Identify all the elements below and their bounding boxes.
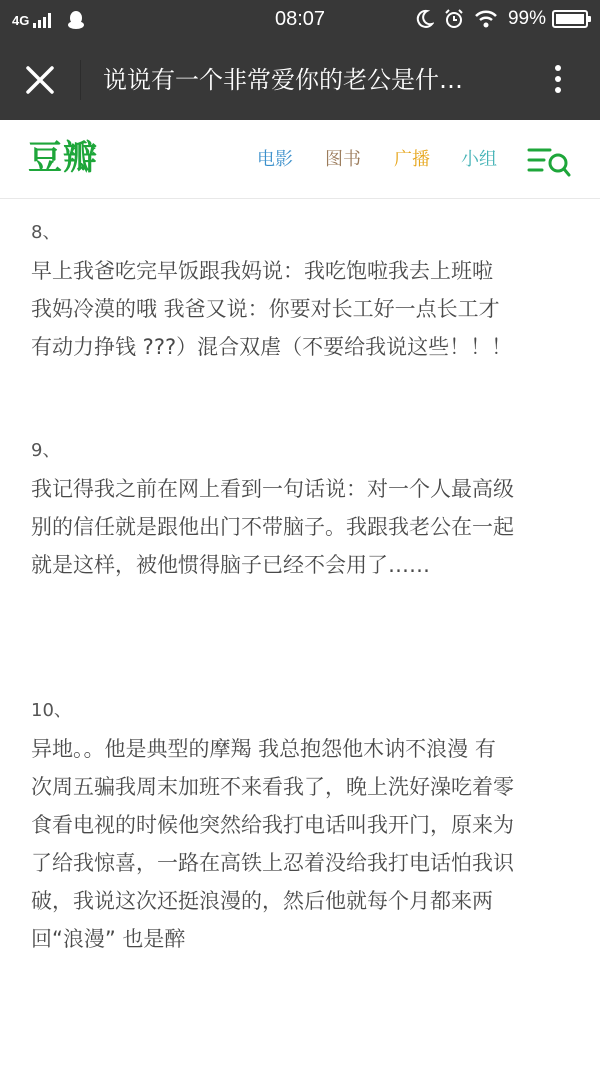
webview-title-bar — [0, 40, 600, 120]
text-line: 了给我惊喜，一路在高铁上忍着没给我打电话怕我识 — [31, 851, 514, 875]
nav-group[interactable]: 小组 — [461, 149, 497, 170]
section-10 — [31, 684, 571, 958]
status-bar — [0, 0, 600, 40]
nav-broadcast[interactable]: 广播 — [394, 149, 430, 170]
text-line: 早上我爸吃完早饭跟我妈说：我吃饱啦我去上班啦 — [31, 259, 493, 283]
page-title: 说说有一个非常爱你的老公是什… — [103, 66, 463, 94]
text-line: 有动力挣钱 ???）混合双虐（不要给我说这些！！！ — [31, 335, 513, 359]
text-line: 我记得我之前在网上看到一句话说：对一个人最高级 — [31, 477, 514, 501]
section-number: 9、 — [31, 440, 61, 461]
section-8 — [31, 206, 571, 366]
nav-book[interactable]: 图书 — [325, 149, 361, 170]
moon-icon — [416, 9, 434, 29]
nav-movie[interactable]: 电影 — [257, 149, 293, 170]
text-line: 破，我说这次还挺浪漫的，然后他就每个月都来两 — [31, 889, 493, 913]
status-right — [406, 8, 588, 30]
status-time: 08:07 — [274, 8, 326, 30]
text-line: 次周五骗我周末加班不来看我了，晚上洗好澡吃着零 — [31, 775, 514, 799]
text-line: 就是这样，被他惯得脑子已经不会用了…… — [31, 553, 430, 577]
text-line: 异地。。他是典型的摩羯 我总抱怨他木讷不浪漫 有 — [31, 737, 496, 761]
network-type: 4G — [12, 12, 30, 28]
battery-percent: 99% — [507, 8, 546, 29]
close-icon[interactable] — [22, 62, 58, 98]
site-header — [0, 120, 600, 199]
battery-icon — [552, 10, 588, 28]
title-divider — [80, 60, 81, 100]
section-9 — [31, 424, 571, 584]
text-line: 别的信任就是跟他出门不带脑子。我跟我老公在一起 — [31, 515, 514, 539]
battery-fill — [556, 14, 584, 24]
wifi-icon — [474, 9, 498, 29]
section-number: 8、 — [31, 222, 61, 243]
text-line: 回“浪漫” 也是醉 — [31, 927, 186, 951]
douban-logo[interactable]: 豆瓣 — [28, 138, 98, 178]
section-number: 10、 — [31, 700, 72, 721]
text-line: 我妈冷漠的哦 我爸又说：你要对长工好一点长工才 — [31, 297, 500, 321]
alarm-icon — [444, 9, 464, 29]
more-options-icon[interactable] — [552, 60, 564, 100]
text-line: 食看电视的时候他突然给我打电话叫我开门，原来为 — [31, 813, 514, 837]
menu-search-icon[interactable] — [526, 144, 572, 180]
